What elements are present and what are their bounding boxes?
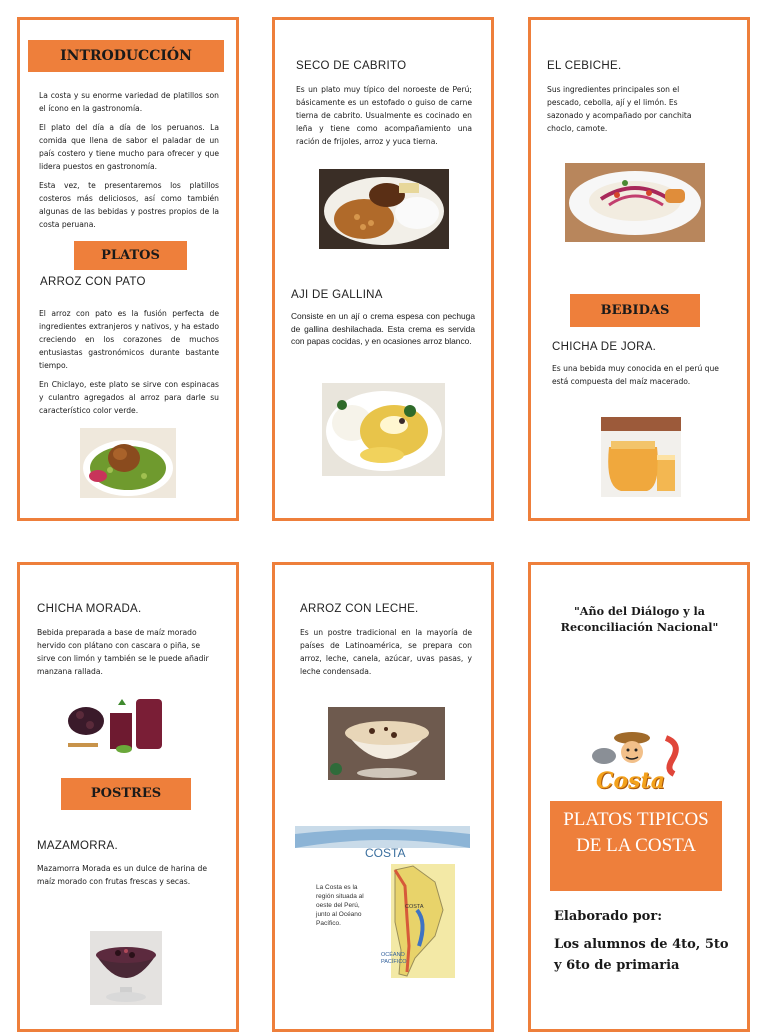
platos-header: PLATOS	[74, 241, 187, 270]
intro-paragraph-2: El plato del día a día de los peruanos. La comida que llena de sabor el paladar de un país costero y tiene mucho para ofrecer y que lidera puestos en gastronomía.	[39, 123, 219, 171]
map-label-ocean: OCÉANO PACÍFICO	[381, 952, 407, 965]
aji-de-gallina-title: AJI DE GALLINA	[291, 289, 383, 301]
arroz-con-pato-text	[39, 307, 219, 423]
chicha-de-jora-title: CHICHA DE JORA.	[552, 341, 657, 353]
arroz-con-leche-title: ARROZ CON LECHE.	[300, 603, 419, 615]
introduccion-header: INTRODUCCIÓN	[28, 40, 224, 72]
cebiche-title: EL CEBICHE.	[547, 60, 622, 72]
intro-text	[39, 89, 219, 237]
mazamorra-photo	[90, 931, 162, 1005]
map-title: COSTA	[365, 846, 406, 860]
cebiche-text: Sus ingredientes principales son el pescado, cebolla, ají y el limón. Es sazonado y acompañado por canchita choclo, camote.	[547, 85, 692, 133]
seco-de-cabrito-title: SECO DE CABRITO	[296, 60, 407, 72]
chicha-morada-title: CHICHA MORADA.	[37, 603, 142, 615]
intro-paragraph-3: Esta vez, te presentaremos los platillos costeros más deliciosos, así como también algunas de las bebidas y postres propios de la costa peruana.	[39, 181, 219, 229]
cebiche-photo	[565, 163, 705, 242]
arroz-con-leche-text: Es un postre tradicional en la mayoría de países de Latinoamérica, se prepara con arroz, leche, canela, azúcar, uvas pasas, y leche condensada.	[300, 628, 472, 676]
seco-de-cabrito-photo	[319, 169, 449, 249]
map-description: La Costa es la región situada al oeste del Perú, junto al Océano Pacífico.	[316, 884, 364, 927]
bebidas-header: BEBIDAS	[570, 294, 700, 327]
intro-paragraph-1: La costa y su enorme variedad de platillos son el ícono en la gastronomía.	[39, 91, 219, 113]
arroz-con-pato-paragraph-1: El arroz con pato es la fusión perfecta de ingredientes extranjeros y nativos, y ha estado creciendo en los corazones de muchos entusiastas gastronómicos durante bastante tiempo.	[39, 309, 219, 370]
postres-header: POSTRES	[61, 778, 191, 810]
chicha-morada-photo	[58, 685, 188, 757]
aji-de-gallina-text: Consiste en un ají o crema espesa con pechuga de gallina deshilachada. Esta crema es servida con papas cocidas, y en ocasiones arroz blanco.	[291, 311, 475, 346]
chicha-de-jora-text: Es una bebida muy conocida en el perú que está compuesta del maíz macerado.	[552, 364, 719, 386]
cover-title: PLATOS TIPICOS DE LA COSTA	[550, 801, 722, 891]
national-motto: "Año del Diálogo y la Reconciliación Nacional"	[560, 604, 719, 634]
mazamorra-title: MAZAMORRA.	[37, 840, 118, 852]
authors: Los alumnos de 4to, 5to y 6to de primaria	[554, 937, 729, 973]
arroz-con-pato-title: ARROZ CON PATO	[40, 276, 146, 288]
costa-map-image	[295, 826, 470, 989]
costa-logo	[582, 730, 692, 800]
mazamorra-text: Mazamorra Morada es un dulce de harina de maíz morado con frutas frescas y secas.	[37, 864, 207, 886]
seco-de-cabrito-text: Es un plato muy típico del noroeste de Perú; básicamente es un estofado o guiso de carne tierna de cabrito. Usualmente es cocinado en leña y tiene como acompañamiento una ración de frijoles, arroz y yuca tierna.	[296, 85, 472, 146]
arroz-con-leche-photo	[328, 707, 445, 780]
aji-de-gallina-photo	[322, 383, 445, 476]
elaborado-por: Elaborado por:	[554, 909, 662, 924]
chicha-de-jora-photo	[601, 417, 681, 497]
map-label-costa: COSTA	[405, 904, 424, 910]
arroz-con-pato-photo	[80, 428, 176, 498]
chicha-morada-text: Bebida preparada a base de maíz morado hervido con plátano con cascara o piña, se sirve con limón y también se le puede añadir manzana rallada.	[37, 628, 209, 676]
arroz-con-pato-paragraph-2: En Chiclayo, este plato se sirve con espinacas y culantro agregados al arroz para darle su característico color verde.	[39, 380, 219, 415]
costa-logo-word: Costa	[596, 768, 665, 794]
